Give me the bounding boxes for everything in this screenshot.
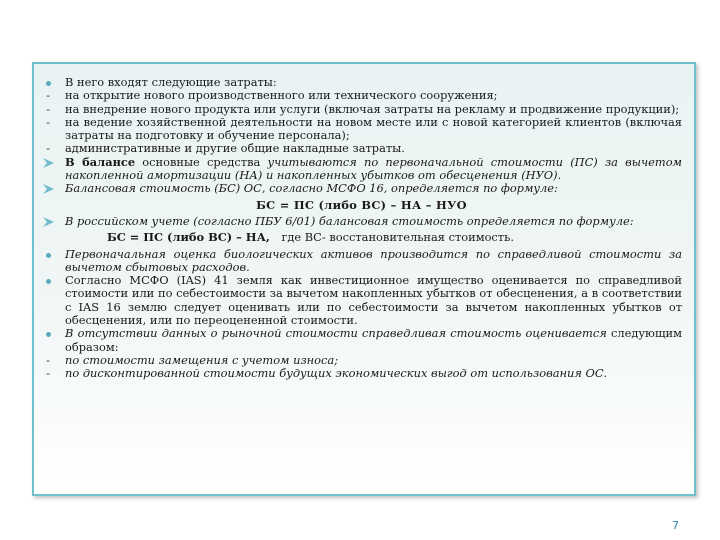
ias-text: Согласно МСФО (IAS) 41 земля как инвестиционное имущество оценивается по справедливой стоимости или по себестоимости за вычетом накопленных убытков от обесценения, а в соответствии с IAS 16 землю следует оценивать или по себестоимости за вычетом накопленных убытков от обесценения, или по переоцененной стоимости. — [65, 273, 682, 328]
dash-icon: - — [46, 114, 50, 129]
dash-item — [41, 354, 682, 367]
russian-item — [41, 215, 682, 228]
absence-italic: В отсутствии данных о рыночной стоимости справедливая стоимость оценивается — [65, 326, 607, 341]
formula-pbu-note: где ВС- восстановительная стоимость. — [281, 230, 514, 245]
balance-item — [41, 156, 682, 183]
formula-pbu-row — [41, 228, 682, 247]
bullet-dot-icon — [41, 274, 55, 287]
balance-lead: В балансе — [65, 154, 136, 169]
dash-item — [41, 142, 682, 155]
ias-item — [41, 274, 682, 327]
intro-text: В него входят следующие затраты: — [65, 75, 277, 89]
arrow-bullet-icon — [41, 215, 55, 230]
arrow-bullet-icon — [41, 182, 55, 197]
bio-item — [41, 248, 682, 275]
page-number: 7 — [672, 519, 679, 532]
balance-value-text: Балансовая стоимость (БС) ОС, согласно МСФО 16, определяется по формуле: — [65, 181, 558, 196]
dash-icon: - — [46, 352, 50, 367]
bullet-dot-icon — [41, 327, 55, 340]
absence-normal: следующим образом: — [65, 326, 682, 354]
dash-item — [41, 89, 682, 102]
absence-item — [41, 327, 682, 354]
dash-icon: - — [46, 88, 50, 103]
balance-value-item — [41, 182, 682, 195]
arrow-bullet-icon — [41, 156, 55, 171]
dash-item-text: на внедрение нового продукта или услуги (включая затраты на рекламу и продвижение продукции); — [65, 101, 680, 116]
dash-item — [41, 103, 682, 116]
intro-item — [41, 76, 682, 89]
formula-msfo: БС = ПС (либо ВС) – НА – НУО — [256, 197, 467, 212]
russian-text: В российском учете (согласно ПБУ 6/01) балансовая стоимость определяется по формуле: — [65, 213, 634, 228]
formula-pbu: БС = ПС (либо ВС) – НА, — [107, 230, 270, 245]
final-item-text: по дисконтированной стоимости будущих экономических выгод от использования ОС. — [65, 366, 608, 381]
balance-normal: основные средства — [135, 154, 268, 169]
dash-item — [41, 367, 682, 380]
slide-content — [41, 76, 682, 381]
balance-italic: учитываются по первоначальной стоимости (ПС) за вычетом накопленной амортизации (НА) и накопленных убытков от обесценения (НУО). — [65, 154, 682, 183]
dash-icon: - — [46, 366, 50, 381]
bullet-dot-icon — [41, 76, 55, 89]
bio-text: Первоначальная оценка биологических активов производится по справедливой стоимости за вычетом сбытовых расходов. — [65, 246, 682, 274]
dash-icon: - — [46, 141, 50, 156]
dash-item — [41, 116, 682, 143]
dash-item-text: на ведение хозяйственной деятельности на новом месте или с новой категорией клиентов (включая затраты на подготовку и обучение персонала); — [65, 114, 682, 143]
dash-icon: - — [46, 101, 50, 116]
dash-item-text: административные и другие общие накладные затраты. — [65, 141, 405, 156]
final-item-text: по стоимости замещения с учетом износа; — [65, 352, 339, 367]
bullet-dot-icon — [41, 248, 55, 261]
dash-item-text: на открытие нового производственного или технического сооружения; — [65, 88, 498, 103]
